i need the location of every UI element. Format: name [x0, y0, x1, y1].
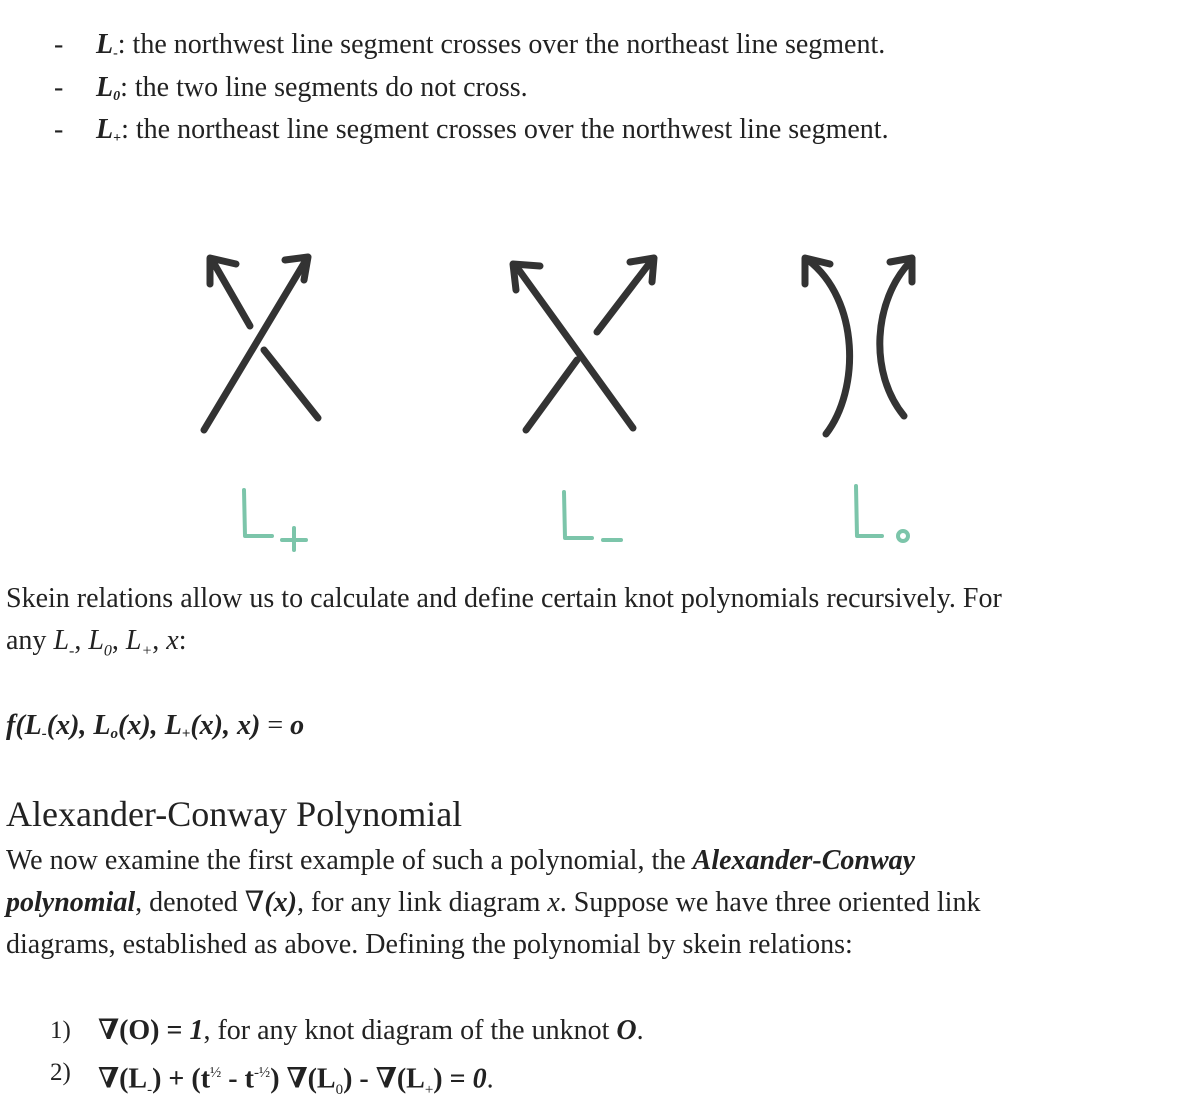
- skein-formula: [6, 706, 304, 754]
- formula-part: (x),: [46, 710, 94, 741]
- symbol-l: L: [96, 71, 114, 103]
- label-stroke: [898, 531, 908, 541]
- symbol-subscript: -: [113, 46, 118, 61]
- paragraph-line: diagrams, established as above. Defining the polynomial by skein relations:: [6, 929, 853, 960]
- zero-resolution: [805, 258, 912, 434]
- var-x: x: [166, 625, 179, 656]
- crossing-diagram: [0, 240, 1180, 560]
- label-stroke: [856, 486, 882, 536]
- rule-number: 1): [50, 1017, 71, 1044]
- formula-part: L: [164, 710, 182, 741]
- left-arc: [808, 260, 850, 434]
- formula-part: o: [290, 710, 305, 741]
- var-l: L: [53, 625, 70, 656]
- paragraph-line: [6, 840, 1156, 882]
- rule-sup: ½: [210, 1065, 222, 1081]
- label-l-zero: [856, 486, 908, 541]
- rule-part: ) - ∇(L: [343, 1063, 425, 1095]
- rule-text: [98, 1052, 494, 1111]
- list-item: [50, 109, 1130, 152]
- paragraph-line: [6, 620, 1146, 673]
- var-sub: -: [69, 642, 75, 660]
- rule-part: O: [616, 1015, 637, 1046]
- formula-part: L: [93, 710, 111, 741]
- rule-number: 2): [50, 1059, 71, 1086]
- var-l: L: [88, 625, 104, 656]
- list-dash: -: [54, 71, 64, 103]
- under-strand-upper: [212, 260, 250, 326]
- formula-equals: =: [260, 710, 291, 741]
- var-sub: +: [141, 642, 153, 660]
- paragraph-line: Skein relations allow us to calculate and define certain knot polynomials recursively. For: [6, 583, 1002, 614]
- rule-part: 0: [472, 1063, 487, 1095]
- rule-part: 1: [189, 1015, 204, 1046]
- section-heading: Alexander-Conway Polynomial: [6, 794, 463, 834]
- label-stroke: [564, 492, 592, 538]
- list-dash: -: [54, 29, 64, 60]
- list-dash: -: [54, 114, 64, 145]
- text-run: ,: [74, 625, 89, 656]
- paragraph-line: [6, 882, 1156, 924]
- rule-sub: -: [147, 1081, 153, 1098]
- formula-sub: +: [181, 726, 191, 742]
- rule-part: ) + (t: [152, 1063, 211, 1095]
- term-highlight: Alexander-Conway: [692, 845, 916, 876]
- definition-text: : the two line segments do not cross.: [120, 71, 528, 103]
- list-item: [50, 24, 1130, 67]
- text-run: , for any link diagram: [296, 887, 548, 918]
- text-run: ,: [111, 625, 126, 656]
- rule-part: - t: [221, 1063, 254, 1095]
- var-sub: 0: [103, 642, 112, 660]
- over-strand: [204, 260, 306, 430]
- symbol-subscript: +: [113, 131, 122, 146]
- label-stroke: [282, 528, 306, 550]
- definition-text: : the northwest line segment crosses over the northeast line segment.: [117, 29, 886, 60]
- rule-part: ) =: [433, 1063, 473, 1095]
- label-l-plus: [244, 490, 306, 550]
- var-x: (x): [264, 887, 297, 918]
- formula-part: (x), x): [190, 710, 261, 741]
- text-run: , denoted ∇: [135, 887, 265, 918]
- over-strand: [516, 266, 633, 428]
- symbol-l: L: [96, 29, 114, 60]
- text-run: any: [6, 625, 54, 656]
- text-run: . Suppose we have three oriented link: [559, 887, 981, 918]
- conway-paragraph: [6, 840, 1156, 966]
- rule-text: [98, 1010, 644, 1052]
- rule-part: .: [636, 1015, 644, 1046]
- formula-sub: o: [110, 726, 119, 742]
- formula-part: f(: [6, 710, 25, 741]
- rule-part: , for any knot diagram of the unknot: [203, 1015, 617, 1046]
- rule-part: ∇(O) =: [98, 1015, 190, 1046]
- under-strand-lower: [526, 360, 577, 430]
- text-run: ,: [152, 625, 167, 656]
- text-run: We now examine the first example of such a polynomial, the: [6, 845, 693, 876]
- rule-item: [50, 1010, 1150, 1052]
- rule-part: ) ∇(L: [270, 1063, 336, 1095]
- right-arc: [880, 262, 910, 416]
- rule-sub: 0: [335, 1081, 344, 1098]
- formula-part: (x),: [118, 710, 165, 741]
- under-strand-lower: [264, 350, 318, 418]
- text-run: :: [178, 625, 187, 656]
- var-l: L: [125, 625, 142, 656]
- list-item: [50, 67, 1130, 110]
- rule-sub: +: [424, 1081, 434, 1098]
- term-highlight: polynomial: [6, 887, 136, 918]
- label-stroke: [244, 490, 272, 536]
- definition-text: : the northeast line segment crosses over the northwest line segment.: [121, 114, 889, 145]
- label-l-minus: [564, 492, 621, 540]
- under-strand-upper: [597, 260, 652, 332]
- rule-sup: -½: [253, 1065, 271, 1081]
- symbol-subscript: 0: [113, 88, 121, 104]
- crossing-definitions-list: [50, 24, 1130, 152]
- var-x: x: [547, 887, 560, 918]
- rule-part: ∇(L: [98, 1063, 148, 1095]
- rule-part: .: [486, 1063, 494, 1095]
- formula-sub: -: [41, 726, 47, 742]
- skein-intro-paragraph: [6, 578, 1146, 673]
- formula-part: L: [24, 710, 42, 741]
- symbol-l: L: [96, 114, 114, 145]
- skein-rules-list: [50, 1010, 1150, 1098]
- list-item-text: [96, 109, 889, 160]
- negative-crossing: [513, 258, 654, 430]
- positive-crossing: [204, 257, 318, 430]
- crossing-diagram-svg: [0, 240, 1180, 560]
- rule-item: [50, 1052, 1150, 1098]
